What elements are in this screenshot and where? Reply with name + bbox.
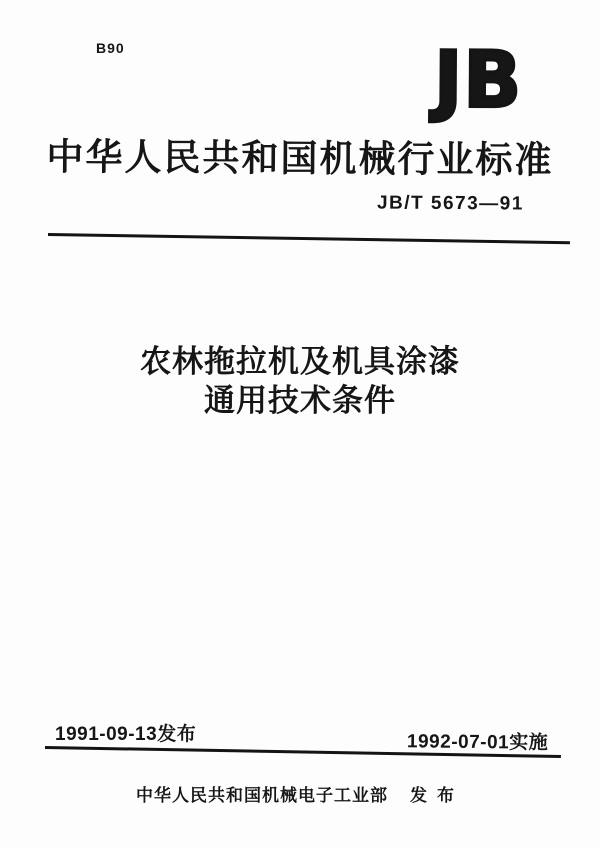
jb-logo: JB	[433, 33, 523, 126]
issue-date: 1991-09-13发布	[55, 724, 197, 745]
standard-number: JB/T 5673—91	[377, 192, 525, 215]
publisher-name: 中华人民共和国机械电子工业部	[136, 786, 388, 805]
category-code: B90	[96, 40, 125, 56]
document-title-line1: 农林拖拉机及机具涂漆	[140, 344, 460, 379]
implement-date: 1992-07-01实施	[406, 731, 549, 754]
publisher-row	[0, 781, 600, 806]
dates-row	[55, 719, 549, 754]
document-title	[0, 342, 600, 420]
org-standard-title: 中华人民共和国机械行业标准	[46, 137, 554, 182]
header-divider-line	[48, 233, 570, 244]
publish-label: 发布	[410, 786, 464, 805]
document-title-line2: 通用技术条件	[204, 383, 396, 418]
